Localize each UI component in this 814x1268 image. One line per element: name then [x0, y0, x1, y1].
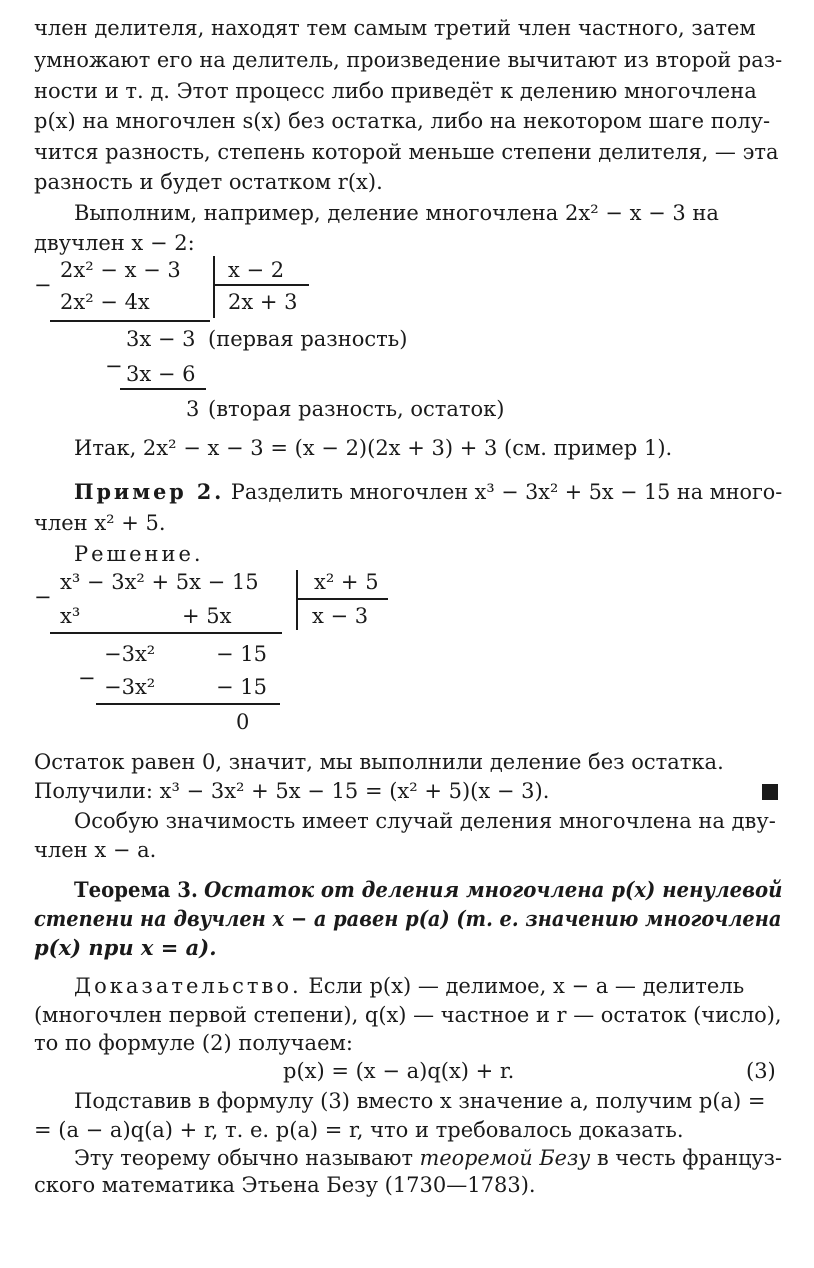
example2-text: Разделить многочлен x³ − 3x² + 5x − 15 на много-: [230, 480, 783, 504]
bezout-text-a: Эту теорему обычно называют: [74, 1146, 414, 1170]
divisor: x² + 5: [314, 570, 379, 594]
proof-label: Доказательство.: [74, 974, 302, 998]
solution-label: Решение.: [74, 542, 204, 566]
remainder-note: (вторая разность, остаток): [208, 397, 505, 421]
divisor-underline: [296, 598, 388, 600]
division-bar-vertical: [213, 256, 215, 318]
subtrahend-2: 3x − 6: [126, 362, 196, 386]
proof-line5: = (a − a)q(a) + r, т. е. p(a) = r, что и требовалось доказать.: [34, 1118, 684, 1142]
bezout-line2: ского математика Этьена Безу (1730—1783).: [34, 1173, 536, 1197]
para3-line2: Получили: x³ − 3x² + 5x − 15 = (x² + 5)(x − 3).: [34, 779, 550, 803]
subtraction-line-1: [50, 632, 282, 634]
conclusion-line: Итак, 2x² − x − 3 = (x − 2)(2x + 3) + 3 (см. пример 1).: [74, 436, 673, 460]
subtraction-line-2: [120, 388, 206, 390]
first-difference-note: (первая разность): [208, 327, 408, 351]
first-difference: 3x − 3: [126, 327, 196, 351]
example2-line1: [74, 478, 782, 506]
theorem-label: Теорема 3.: [74, 877, 198, 902]
para3-line4: член x − a.: [34, 838, 157, 862]
para1-line2: умножают его на делитель, произведение вычитают из второй раз-: [34, 48, 783, 72]
division-bar-vertical: [296, 570, 298, 630]
quotient: 2x + 3: [228, 290, 298, 314]
para1-line5: чится разность, степень которой меньше степени делителя, — эта: [34, 140, 779, 164]
subtraction-line-1: [50, 320, 210, 322]
proof-line2: (многочлен первой степени), q(x) — частное и r — остаток (число),: [34, 1003, 782, 1027]
bezout-text-c: в честь француз-: [596, 1146, 783, 1170]
proof-text: Если p(x) — делимое, x − a — делитель: [308, 974, 745, 998]
para2-line2: двучлен x − 2:: [34, 231, 195, 255]
formula-number: (3): [746, 1059, 776, 1083]
remainder: 3: [186, 397, 200, 421]
para1-line4: p(x) на многочлен s(x) без остатка, либо на некотором шаге полу-: [34, 109, 771, 133]
divisor: x − 2: [228, 258, 285, 282]
proof-line4: Подставив в формулу (3) вместо x значение a, получим p(a) =: [74, 1089, 766, 1113]
theorem-line1: [74, 876, 782, 904]
dividend: x³ − 3x² + 5x − 15: [60, 570, 259, 594]
minus-sign-2: −: [105, 354, 123, 378]
difference-quadratic: −3x²: [104, 642, 156, 666]
subtrahend-2-quadratic: −3x²: [104, 675, 156, 699]
theorem-text: Остаток от деления многочлена p(x) ненулевой: [204, 877, 783, 902]
example2-line2: член x² + 5.: [34, 511, 166, 535]
para1-line3: ности и т. д. Этот процесс либо приведёт к делению многочлена: [34, 79, 757, 103]
subtrahend-1-linear: + 5x: [182, 604, 232, 628]
bezout-theorem-name: теоремой Безу: [419, 1146, 591, 1170]
subtrahend-1-cubic: x³: [60, 604, 81, 628]
bezout-line1: [74, 1144, 782, 1172]
para1-line6: разность и будет остатком r(x).: [34, 170, 383, 194]
theorem-line3: p(x) при x = a).: [34, 935, 217, 960]
minus-sign: −: [34, 585, 52, 609]
proof-line3: то по формуле (2) получаем:: [34, 1031, 353, 1055]
divisor-underline: [213, 284, 309, 286]
subtrahend-1: 2x² − 4x: [60, 290, 150, 314]
theorem-line2: степени на двучлен x − a равен p(a) (т. е. значению многочлена: [34, 906, 782, 931]
difference-constant: − 15: [216, 642, 267, 666]
subtraction-line-2: [96, 703, 280, 705]
para3-line1: Остаток равен 0, значит, мы выполнили деление без остатка.: [34, 750, 724, 774]
end-of-proof-square: [762, 784, 778, 800]
quotient: x − 3: [312, 604, 369, 628]
subtrahend-2-constant: − 15: [216, 675, 267, 699]
example2-label: Пример 2.: [74, 479, 225, 504]
para3-line3: Особую значимость имеет случай деления многочлена на дву-: [74, 809, 776, 833]
proof-line1: [74, 972, 744, 1000]
dividend: 2x² − x − 3: [60, 258, 181, 282]
minus-sign-2: −: [78, 666, 96, 690]
para1-line1: член делителя, находят тем самым третий член частного, затем: [34, 16, 756, 40]
formula-3: p(x) = (x − a)q(x) + r.: [283, 1059, 515, 1083]
minus-sign: −: [34, 273, 52, 297]
para2-line1: Выполним, например, деление многочлена 2x² − x − 3 на: [74, 201, 719, 225]
remainder: 0: [236, 710, 250, 734]
